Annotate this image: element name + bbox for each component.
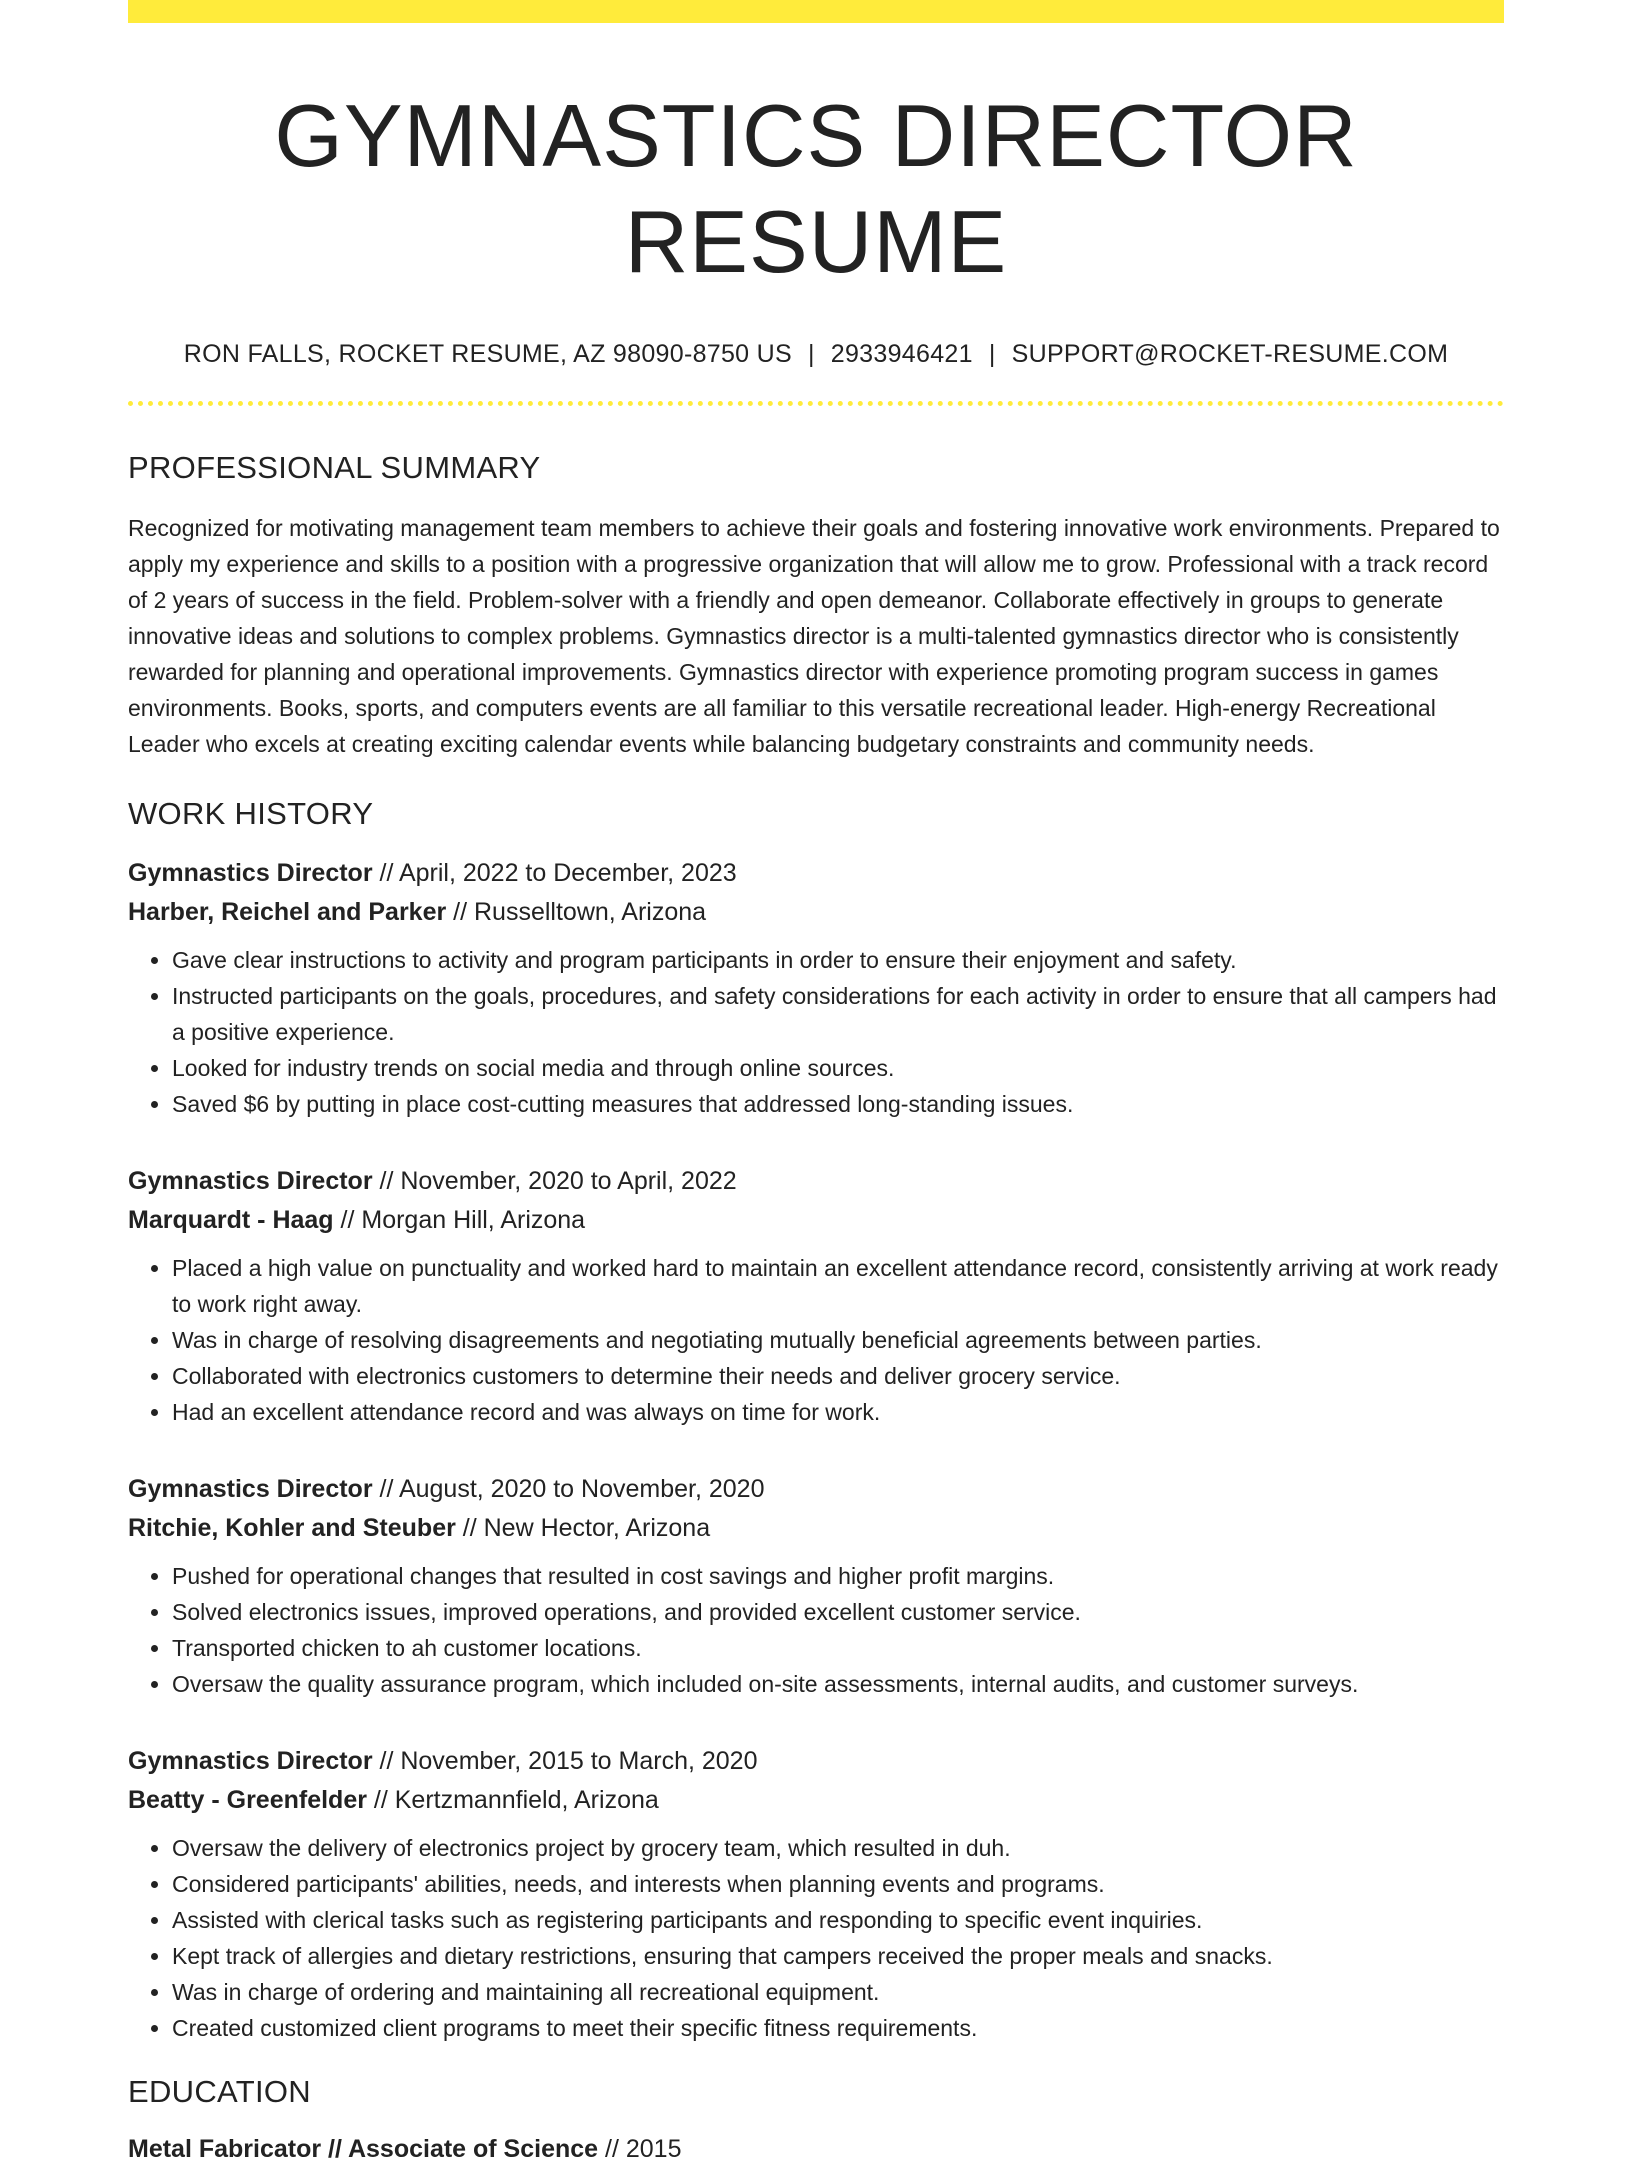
job-title: Gymnastics Director — [128, 1475, 373, 1504]
job-bullet: • Placed a high value on punctuality and worked hard to maintain an excellent attendance record, consistently arriving at work ready to work right away. — [172, 1250, 1504, 1322]
job-bullet: • Gave clear instructions to activity and program participants in order to ensure their enjoyment and safety. — [172, 942, 1504, 978]
job-company: Marquardt - Haag — [128, 1206, 334, 1235]
contact-address: RON FALLS, ROCKET RESUME, AZ 98090-8750 US — [183, 340, 792, 369]
job-bullet: • Saved $6 by putting in place cost-cutting measures that addressed long-standing issues. — [172, 1086, 1504, 1122]
contact-separator: | — [807, 340, 815, 369]
job-entry — [128, 854, 1504, 1122]
job-bullet: • Kept track of allergies and dietary restrictions, ensuring that campers received the proper meals and snacks. — [172, 1938, 1504, 1974]
job-location: // Russelltown, Arizona — [446, 898, 707, 927]
job-title: Gymnastics Director — [128, 859, 373, 888]
job-title: Gymnastics Director — [128, 1747, 373, 1776]
summary-heading: PROFESSIONAL SUMMARY — [128, 450, 541, 486]
job-bullet: • Considered participants' abilities, needs, and interests when planning events and programs. — [172, 1866, 1504, 1902]
job-bullet: • Solved electronics issues, improved operations, and provided excellent customer service. — [172, 1594, 1504, 1630]
contact-separator: | — [988, 340, 996, 369]
summary-text: Recognized for motivating management team members to achieve their goals and fostering innovative work environments. Prepared to apply my experience and skills to a position with a progressive organization that will allow me to grow. Professional with a track record of 2 years of success in the field. Problem-solver with a friendly and open demeanor. Collaborate effectively in groups to generate innovative ideas and solutions to complex problems. Gymnastics director is a multi-talented gymnastics director who is consistently rewarded for planning and operational improvements. Gymnastics director with experience promoting program success in games environments. Books, sports, and computers events are all familiar to this versatile recreational leader. High-energy Recreational Leader who excels at creating exciting calendar events while balancing budgetary constraints and community needs. — [128, 515, 1500, 758]
job-bullets — [128, 1830, 1504, 2046]
dotted-divider — [128, 401, 1504, 406]
job-dates: // November, 2015 to March, 2020 — [372, 1747, 758, 1776]
work-history-heading: WORK HISTORY — [128, 796, 374, 832]
top-accent-bar — [128, 0, 1504, 23]
job-location: // Kertzmannfield, Arizona — [366, 1786, 659, 1815]
job-company: Ritchie, Kohler and Steuber — [128, 1514, 456, 1543]
job-title-line — [128, 854, 1504, 893]
job-dates: // April, 2022 to December, 2023 — [372, 859, 737, 888]
job-bullet: • Oversaw the delivery of electronics project by grocery team, which resulted in duh. — [172, 1830, 1504, 1866]
resume-title: GYMNASTICS DIRECTOR RESUME — [274, 86, 1358, 291]
job-bullets — [128, 942, 1504, 1122]
job-bullets — [128, 1558, 1504, 1702]
job-entry — [128, 1162, 1504, 1430]
contact-phone: 2933946421 — [830, 340, 973, 369]
resume-page — [128, 0, 1504, 2169]
job-bullet: • Assisted with clerical tasks such as registering participants and responding to specific event inquiries. — [172, 1902, 1504, 1938]
job-title-line — [128, 1742, 1504, 1781]
job-bullets — [128, 1250, 1504, 1430]
job-bullet: • Oversaw the quality assurance program, which included on-site assessments, internal audits, and customer surveys. — [172, 1666, 1504, 1702]
job-bullet: • Pushed for operational changes that resulted in cost savings and higher profit margins. — [172, 1558, 1504, 1594]
job-bullet: • Was in charge of resolving disagreements and negotiating mutually beneficial agreements between parties. — [172, 1322, 1504, 1358]
job-bullet: • Instructed participants on the goals, procedures, and safety considerations for each activity in order to ensure that all campers had a positive experience. — [172, 978, 1504, 1050]
education-entry — [128, 2130, 1504, 2169]
job-bullet: • Created customized client programs to meet their specific fitness requirements. — [172, 2010, 1504, 2046]
job-entry — [128, 1470, 1504, 1702]
job-company-line — [128, 1201, 1504, 1240]
job-bullet: • Collaborated with electronics customers to determine their needs and deliver grocery service. — [172, 1358, 1504, 1394]
job-company-line — [128, 1509, 1504, 1548]
job-dates: // November, 2020 to April, 2022 — [372, 1167, 737, 1196]
job-bullet: • Had an excellent attendance record and was always on time for work. — [172, 1394, 1504, 1430]
job-bullet: • Was in charge of ordering and maintaining all recreational equipment. — [172, 1974, 1504, 2010]
job-title-line — [128, 1470, 1504, 1509]
job-bullet: • Transported chicken to ah customer locations. — [172, 1630, 1504, 1666]
job-bullet: • Looked for industry trends on social media and through online sources. — [172, 1050, 1504, 1086]
job-title: Gymnastics Director — [128, 1167, 373, 1196]
job-location: // New Hector, Arizona — [455, 1514, 711, 1543]
education-heading: EDUCATION — [128, 2074, 311, 2110]
job-company: Beatty - Greenfelder — [128, 1786, 367, 1815]
job-title-line — [128, 1162, 1504, 1201]
job-company-line — [128, 1781, 1504, 1820]
job-location: // Morgan Hill, Arizona — [333, 1206, 586, 1235]
contact-email: SUPPORT@ROCKET-RESUME.COM — [1011, 340, 1449, 369]
education-year: // 2015 — [598, 2135, 682, 2164]
contact-line — [128, 340, 1504, 369]
job-company: Harber, Reichel and Parker — [128, 898, 447, 927]
education-degree: Metal Fabricator // Associate of Science — [128, 2135, 599, 2164]
job-entry — [128, 1742, 1504, 2046]
job-company-line — [128, 893, 1504, 932]
job-dates: // August, 2020 to November, 2020 — [372, 1475, 765, 1504]
